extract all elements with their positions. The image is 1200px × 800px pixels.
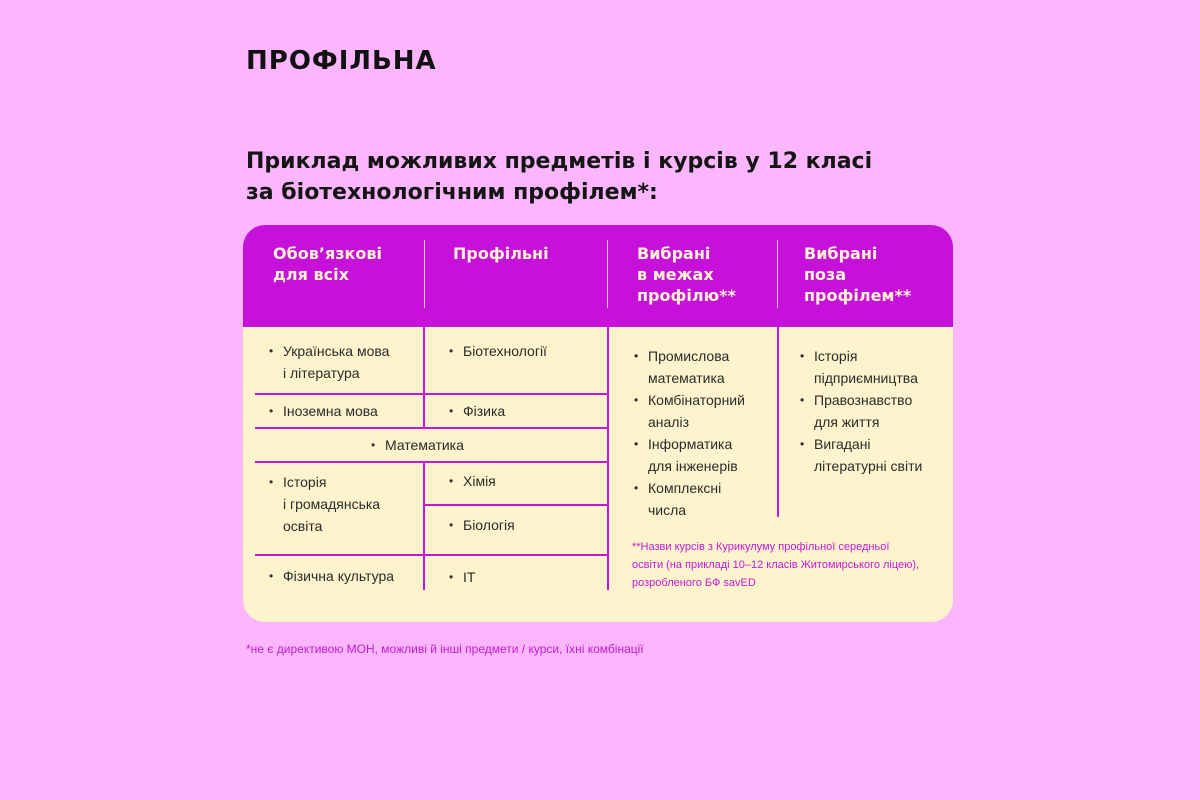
subject-biotech: • Біотехнології — [448, 340, 547, 362]
header-profile — [453, 243, 549, 264]
list-item — [633, 433, 745, 477]
header-text: для всіх — [273, 265, 349, 284]
grid-line — [255, 554, 609, 556]
list-item-text: • Правознавство — [814, 392, 913, 408]
subject-it: • ІТ — [448, 566, 475, 588]
grid-line — [423, 462, 425, 590]
grid-line — [423, 327, 425, 393]
list-item-text: • Комбінаторний — [648, 392, 745, 408]
header-text: Вибрані — [804, 244, 878, 263]
course-note — [632, 538, 942, 592]
table-header — [243, 225, 953, 327]
list-item-text: числа — [648, 502, 687, 518]
header-out-profile — [804, 243, 911, 306]
list-item-text: • Комплексні — [648, 480, 722, 496]
subject-pe: • Фізична культура — [268, 565, 394, 587]
page-title — [246, 146, 946, 208]
header-text: Профільні — [453, 244, 549, 263]
list-item-text: літературні світи — [814, 458, 923, 474]
list-item-text: підприємництва — [814, 370, 918, 386]
subjects-table — [243, 225, 953, 622]
header-text: Вибрані — [637, 244, 711, 263]
footnote: *не є директивою МОН, можливі й інші предмети / курси, їхні комбінації — [246, 642, 644, 656]
subject-ukrainian — [268, 340, 389, 384]
list-item — [799, 433, 922, 477]
subject-foreign-language: • Іноземна мова — [268, 400, 378, 422]
subject-text: • Українська мова — [283, 343, 390, 359]
grid-line — [255, 393, 609, 395]
note-text: освіти (на прикладі 10–12 класів Житомирського ліцею), — [632, 559, 920, 571]
grid-line — [777, 327, 779, 517]
list-item-text: • Вигадані — [814, 436, 871, 452]
out-profile-list — [799, 345, 922, 477]
list-item-text: • Історія — [814, 348, 858, 364]
list-item — [633, 477, 745, 521]
subject-chemistry: • Хімія — [448, 470, 496, 492]
brand-logo: ПРОФІЛЬНА — [246, 46, 437, 76]
header-text: поза — [804, 265, 847, 284]
list-item-text: для інженерів — [648, 458, 738, 474]
subject-text: і громадянська — [283, 496, 381, 512]
header-divider — [424, 240, 425, 308]
list-item-text: для життя — [814, 414, 880, 430]
note-text: розробленого БФ savED — [632, 577, 756, 589]
grid-line — [255, 461, 609, 463]
list-item — [633, 345, 745, 389]
header-in-profile — [637, 243, 736, 306]
grid-line — [423, 393, 425, 428]
list-item-text: • Промислова — [648, 348, 730, 364]
grid-line — [255, 427, 609, 429]
header-text: Обов’язкові — [273, 244, 382, 263]
subject-history — [268, 471, 380, 537]
subject-biology: • Біологія — [448, 514, 515, 536]
list-item-text: • Інформатика — [648, 436, 733, 452]
grid-line — [423, 504, 609, 506]
title-line-2: за біотехнологічним профілем*: — [246, 180, 658, 205]
subject-math: • Математика — [370, 434, 464, 456]
list-item — [799, 345, 922, 389]
list-item — [799, 389, 922, 433]
list-item — [633, 389, 745, 433]
header-divider — [607, 240, 608, 308]
note-text: **Назви курсів з Курикулуму профільної середньої — [632, 541, 890, 553]
grid-line — [607, 327, 609, 590]
list-item-text: математика — [648, 370, 725, 386]
subject-physics: • Фізика — [448, 400, 505, 422]
in-profile-list — [633, 345, 745, 521]
header-divider — [777, 240, 778, 308]
subject-text: і література — [283, 365, 360, 381]
header-mandatory — [273, 243, 382, 285]
header-text: профілю** — [637, 286, 736, 305]
subject-text: • Історія — [283, 474, 327, 490]
subject-text: освіта — [283, 518, 323, 534]
title-line-1: Приклад можливих предметів і курсів у 12 класі — [246, 149, 873, 174]
header-text: профілем** — [804, 286, 912, 305]
list-item-text: аналіз — [648, 414, 690, 430]
header-text: в межах — [637, 265, 714, 284]
